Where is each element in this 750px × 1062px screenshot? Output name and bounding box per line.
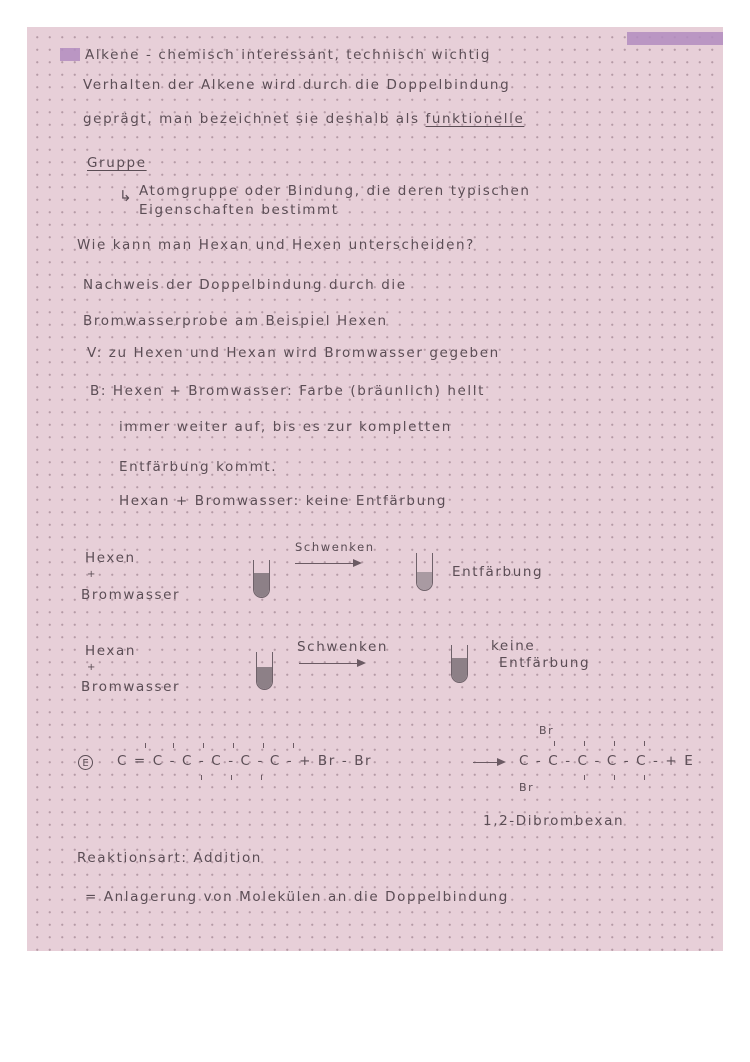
equation-marker-icon bbox=[78, 755, 93, 770]
bond-tick bbox=[584, 775, 585, 780]
notes-keyword-funktionelle: funktionelle bbox=[425, 111, 525, 127]
proof-line-2: Bromwasserprobe am Beispiel Hexen bbox=[83, 313, 388, 329]
exp2-result-line-1: keine bbox=[491, 638, 536, 654]
exp2-arrow-head-icon bbox=[357, 659, 366, 667]
bond-tick bbox=[614, 775, 615, 780]
equation-arrow-shaft bbox=[473, 762, 499, 763]
exp2-arrow-shaft bbox=[299, 663, 359, 664]
exp2-reagent-2: Bromwasser bbox=[81, 679, 181, 695]
bond-tick bbox=[263, 743, 264, 748]
equation-br-bottom: Br bbox=[519, 781, 535, 794]
bond-tick bbox=[261, 775, 262, 780]
exp1-arrow-head-icon bbox=[353, 559, 362, 567]
equation-br-top: Br bbox=[539, 724, 555, 737]
bond-tick bbox=[145, 743, 146, 748]
notes-line-2: Verhalten der Alkene wird durch die Doppelbindung bbox=[83, 77, 511, 93]
equation-rhs: C - C - C - C - C - + E bbox=[519, 753, 695, 769]
bond-tick bbox=[644, 775, 645, 780]
equation-lhs: C = C - C - C - C - C - + Br - Br bbox=[117, 753, 373, 769]
exp1-reagent-1: Hexen bbox=[85, 550, 136, 566]
bond-tick bbox=[231, 775, 232, 780]
exp2-action-label: Schwenken bbox=[297, 639, 389, 655]
exp2-test-tube-before bbox=[256, 652, 273, 690]
question-heading: Wie kann man Hexan und Hexen unterscheiden? bbox=[77, 237, 475, 253]
observation-line-1: B: Hexen + Bromwasser: Farbe (bräunlich) hellt bbox=[90, 383, 485, 399]
definition-line-2: Eigenschaften bestimmt bbox=[139, 202, 339, 218]
observation-line-4: Hexan + Bromwasser: keine Entfärbung bbox=[119, 493, 448, 509]
definition-line-1: Atomgruppe oder Bindung, die deren typischen bbox=[139, 183, 531, 199]
reaction-type: Reaktionsart: Addition bbox=[77, 850, 262, 866]
experiment-procedure: V: zu Hexen und Hexan wird Bromwasser gegeben bbox=[87, 345, 500, 361]
exp2-test-tube-after bbox=[451, 645, 468, 683]
highlight-mark-left bbox=[60, 48, 80, 61]
equation-arrow-head-icon bbox=[497, 758, 506, 766]
observation-line-3: Entfärbung kommt. bbox=[119, 459, 278, 475]
bond-tick bbox=[201, 775, 202, 780]
exp1-test-tube-after bbox=[416, 553, 433, 591]
bond-tick bbox=[173, 743, 174, 748]
proof-line-1: Nachweis der Doppelbindung durch die bbox=[83, 277, 407, 293]
exp1-result: Entfärbung bbox=[452, 564, 544, 580]
bond-tick bbox=[233, 743, 234, 748]
notes-line-3 bbox=[83, 111, 524, 127]
bond-tick bbox=[554, 741, 555, 746]
exp2-reagent-1: Hexan bbox=[85, 643, 137, 659]
notes-line-3-text: geprägt, man bezeichnet sie deshalb als bbox=[83, 111, 426, 127]
bond-tick bbox=[614, 741, 615, 746]
observation-line-2: immer weiter auf, bis es zur kompletten bbox=[119, 419, 452, 435]
bond-tick bbox=[293, 743, 294, 748]
definition-arrow-icon: ↳ bbox=[119, 187, 134, 205]
exp1-test-tube-before bbox=[253, 560, 270, 598]
notes-keyword-gruppe: Gruppe bbox=[87, 155, 147, 171]
equation-marker-letter: E bbox=[82, 758, 89, 769]
notes-line-1: Alkene - chemisch interessant, technisch wichtig bbox=[85, 47, 492, 63]
bond-tick bbox=[584, 741, 585, 746]
bond-tick bbox=[203, 743, 204, 748]
equation-product-name: 1,2-Dibrombexan bbox=[483, 813, 625, 829]
exp2-plus: + bbox=[87, 662, 97, 673]
highlight-mark-right bbox=[627, 32, 723, 45]
exp1-arrow-shaft bbox=[295, 563, 355, 564]
exp1-reagent-2: Bromwasser bbox=[81, 587, 181, 603]
exp1-plus: + bbox=[87, 569, 97, 580]
exp2-result-line-2: Entfärbung bbox=[499, 655, 591, 671]
notebook-page bbox=[27, 27, 723, 951]
bond-tick bbox=[644, 741, 645, 746]
reaction-description: = Anlagerung von Molekülen an die Doppelbindung bbox=[85, 889, 509, 905]
exp1-action-label: Schwenken bbox=[295, 540, 375, 554]
